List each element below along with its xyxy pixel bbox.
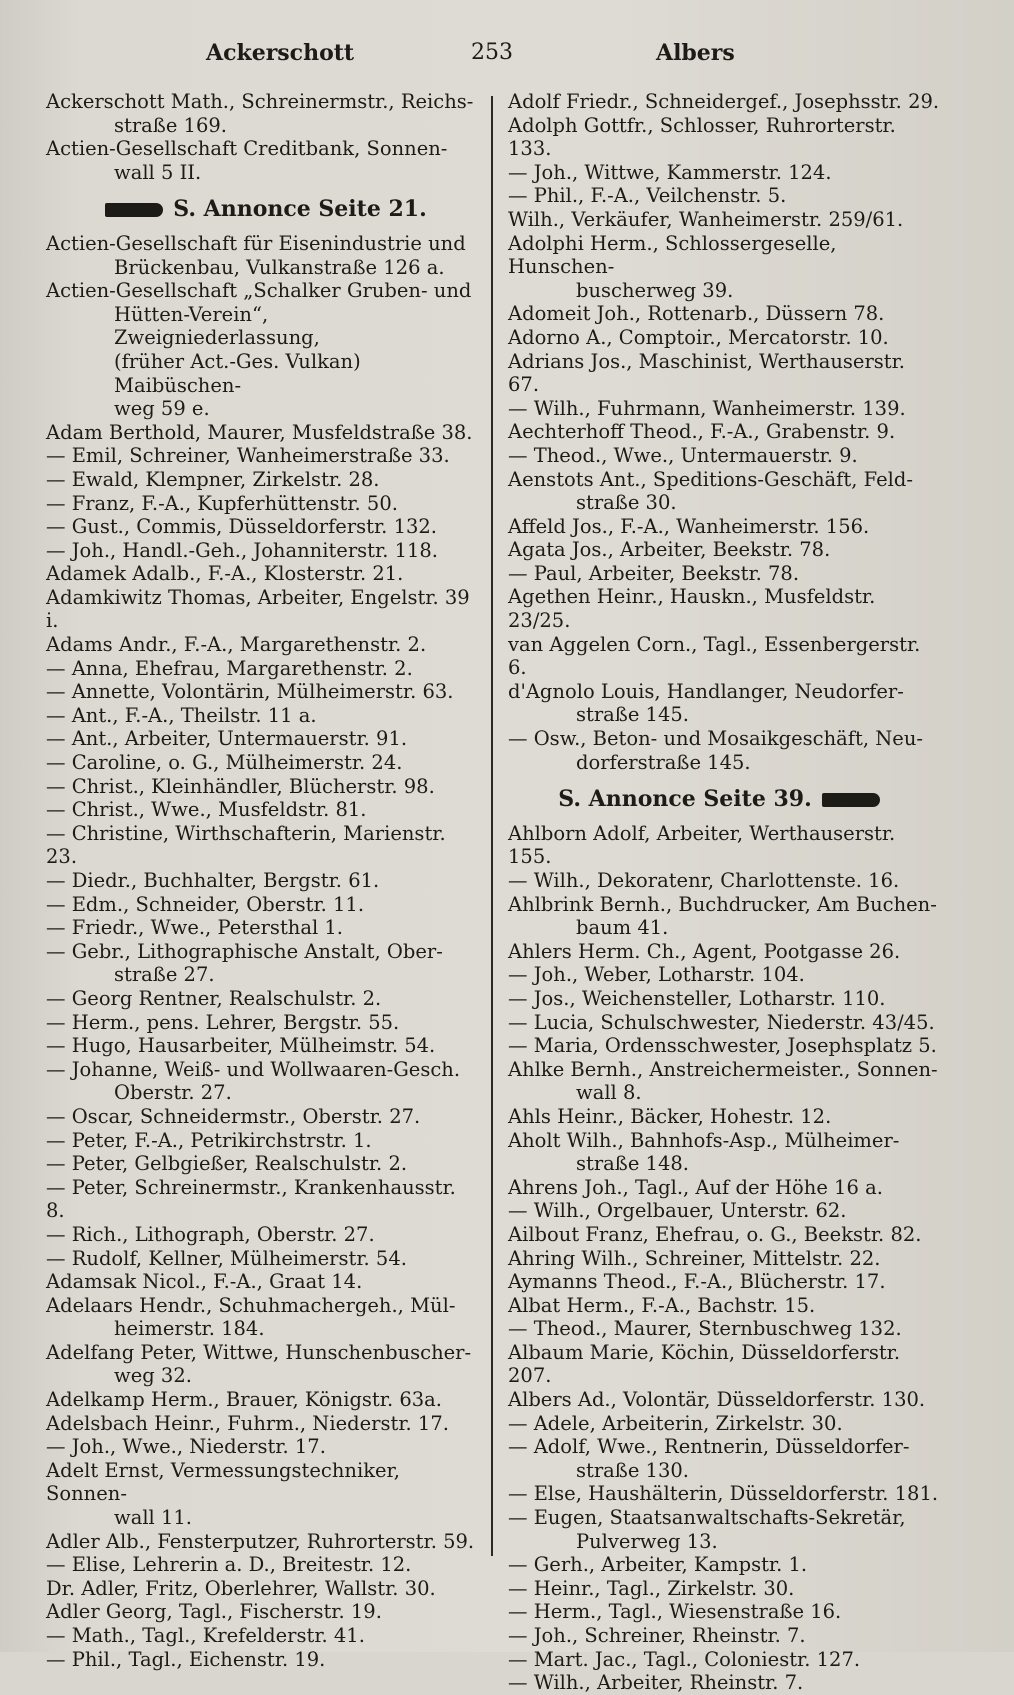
directory-entry — [46, 1648, 476, 1672]
entry-text: — Joh., Handl.-Geh., Johanniterstr. 118. — [46, 538, 439, 562]
entry-text: Aholt Wilh., Bahnhofs-Asp., Mülheimer- — [508, 1128, 900, 1152]
directory-entry — [46, 751, 476, 775]
entry-text: Albat Herm., F.-A., Bachstr. 15. — [508, 1293, 816, 1317]
entry-text: — Gust., Commis, Düsseldorferstr. 132. — [46, 515, 437, 539]
directory-entry — [46, 1553, 476, 1577]
entry-continuation: straße 130. — [576, 1458, 689, 1482]
directory-entry — [508, 893, 940, 940]
annonce-notice — [46, 184, 476, 232]
entry-text: — Mart. Jac., Tagl., Coloniestr. 127. — [508, 1647, 861, 1671]
entry-text: — Oscar, Schneidermstr., Oberstr. 27. — [46, 1104, 421, 1128]
entry-text: Ahlborn Adolf, Arbeiter, Werthauserstr. 155. — [508, 821, 896, 869]
directory-entry — [46, 1011, 476, 1035]
directory-entry — [508, 1034, 940, 1058]
directory-entry — [46, 232, 476, 279]
entry-text: — Christ., Kleinhändler, Blücherstr. 98. — [46, 774, 435, 798]
entry-text: — Wilh., Arbeiter, Rheinstr. 7. — [508, 1671, 804, 1695]
entry-continuation: (früher Act.-Ges. Vulkan) Maibüschen- — [114, 349, 361, 397]
directory-entry — [46, 1294, 476, 1341]
entry-text: — Elise, Lehrerin a. D., Breitestr. 12. — [46, 1553, 412, 1577]
entry-text: — Wilh., Fuhrmann, Wanheimerstr. 139. — [508, 396, 906, 420]
directory-entry — [46, 704, 476, 728]
entry-text: Adelfang Peter, Wittwe, Hunschenbuscher- — [46, 1340, 472, 1364]
directory-entry — [508, 420, 940, 444]
directory-entry — [508, 1624, 940, 1648]
entry-text: — Paul, Arbeiter, Beekstr. 78. — [508, 561, 800, 585]
directory-entry — [46, 1530, 476, 1554]
entry-text: — Theod., Maurer, Sternbuschweg 132. — [508, 1317, 902, 1341]
entry-text: Ahls Heinr., Bäcker, Hohestr. 12. — [508, 1104, 832, 1128]
directory-entry — [46, 515, 476, 539]
annonce-text: S. Annonce Seite 21. — [173, 196, 427, 223]
entry-text: — Adolf, Wwe., Rentnerin, Düsseldorfer- — [508, 1435, 910, 1459]
entry-text: — Joh., Wwe., Niederstr. 17. — [46, 1435, 326, 1459]
directory-entry — [46, 1600, 476, 1624]
entry-continuation: dorferstraße 145. — [576, 750, 751, 774]
entry-continuation: wall 5 II. — [114, 160, 202, 184]
directory-entry — [508, 963, 940, 987]
directory-entry — [46, 822, 476, 869]
entry-text: van Aggelen Corn., Tagl., Essenbergerstr. 6. — [508, 632, 921, 680]
directory-entry — [46, 1388, 476, 1412]
entry-text: Adams Andr., F.-A., Margarethenstr. 2. — [46, 633, 427, 657]
entry-continuation: Hütten-Verein“, Zweigniederlassung, — [114, 302, 320, 350]
entry-text: — Wilh., Dekoratenr, Charlottenste. 16. — [508, 869, 900, 892]
directory-entry — [46, 1459, 476, 1530]
directory-entry — [508, 680, 940, 727]
entry-text: — Joh., Schreiner, Rheinstr. 7. — [508, 1624, 806, 1647]
directory-entry — [508, 1247, 940, 1271]
directory-entry — [508, 1058, 940, 1105]
entry-text: Adamsak Nicol., F.-A., Graat 14. — [46, 1270, 363, 1294]
entry-text: — Annette, Volontärin, Mülheimerstr. 63. — [46, 680, 454, 704]
directory-entry — [508, 1294, 940, 1318]
entry-text: Adelt Ernst, Vermessungstechniker, Sonnen- — [46, 1458, 400, 1506]
directory-entry — [46, 1247, 476, 1271]
entry-text: — Phil., Tagl., Eichenstr. 19. — [46, 1647, 326, 1671]
directory-entry — [508, 633, 940, 680]
directory-entry — [46, 916, 476, 940]
left-column — [46, 90, 476, 1671]
directory-entry — [46, 633, 476, 657]
directory-entry — [508, 1011, 940, 1035]
entry-continuation: wall 11. — [114, 1506, 192, 1530]
entry-text: — Friedr., Wwe., Petersthal 1. — [46, 916, 344, 940]
directory-entry — [508, 1553, 940, 1577]
directory-entry — [46, 987, 476, 1011]
directory-entry — [46, 1152, 476, 1176]
directory-entry — [508, 1388, 940, 1412]
entry-text: Ahring Wilh., Schreiner, Mittelstr. 22. — [508, 1246, 881, 1270]
entry-text: — Rudolf, Kellner, Mülheimerstr. 54. — [46, 1246, 407, 1270]
entry-text: — Peter, Gelbgießer, Realschulstr. 2. — [46, 1152, 408, 1176]
directory-entry — [508, 1317, 940, 1341]
entry-text: — Ant., Arbeiter, Untermauerstr. 91. — [46, 727, 408, 751]
entry-text: Ahlke Bernh., Anstreichermeister., Sonnen- — [508, 1057, 938, 1081]
directory-entry — [46, 680, 476, 704]
entry-text: — Else, Haushälterin, Düsseldorferstr. 181. — [508, 1482, 939, 1506]
entry-text: Adler Georg, Tagl., Fischerstr. 19. — [46, 1600, 382, 1624]
entry-text: — Diedr., Buchhalter, Bergstr. 61. — [46, 869, 380, 892]
directory-entry — [508, 1105, 940, 1129]
header-right-keyword: Albers — [656, 40, 735, 66]
directory-entry — [508, 350, 940, 397]
entry-text: Adomeit Joh., Rottenarb., Düssern 78. — [508, 302, 885, 326]
entry-text: Adelkamp Herm., Brauer, Königstr. 63a. — [46, 1388, 442, 1412]
entry-text: — Georg Rentner, Realschulstr. 2. — [46, 986, 382, 1010]
directory-entry — [46, 1577, 476, 1601]
entry-text: Actien-Gesellschaft Creditbank, Sonnen- — [46, 137, 448, 161]
entry-text: — Caroline, o. G., Mülheimerstr. 24. — [46, 751, 403, 775]
entry-text: — Gebr., Lithographische Anstalt, Ober- — [46, 939, 443, 963]
entry-text: d'Agnolo Louis, Handlanger, Neudorfer- — [508, 679, 904, 703]
entry-continuation: wall 8. — [576, 1081, 642, 1105]
directory-entry — [508, 444, 940, 468]
entry-text: — Ant., F.-A., Theilstr. 11 a. — [46, 703, 317, 727]
entry-continuation: weg 59 e. — [114, 397, 210, 421]
directory-entry — [508, 184, 940, 208]
entry-text: Ahlbrink Bernh., Buchdrucker, Am Buchen- — [508, 892, 937, 916]
directory-entry — [508, 822, 940, 869]
entry-text: Agata Jos., Arbeiter, Beekstr. 78. — [508, 538, 831, 562]
page-header — [46, 40, 946, 76]
directory-entry — [508, 1270, 940, 1294]
entry-text: Adorno A., Comptoir., Mercatorstr. 10. — [508, 325, 889, 349]
entry-text: — Edm., Schneider, Oberstr. 11. — [46, 892, 365, 916]
entry-continuation: weg 32. — [114, 1364, 192, 1388]
entry-text: — Rich., Lithograph, Oberstr. 27. — [46, 1222, 375, 1246]
right-column — [508, 90, 940, 1695]
directory-entry — [508, 232, 940, 303]
entry-continuation: heimerstr. 184. — [114, 1317, 265, 1341]
entry-text: Adelsbach Heinr., Fuhrm., Niederstr. 17. — [46, 1411, 449, 1435]
directory-entry — [46, 468, 476, 492]
entry-text: — Eugen, Staatsanwaltschafts-Sekretär, — [508, 1506, 906, 1530]
entry-text: Wilh., Verkäufer, Wanheimerstr. 259/61. — [508, 207, 904, 231]
directory-entry — [508, 727, 940, 774]
directory-entry — [46, 444, 476, 468]
directory-entry — [508, 515, 940, 539]
entry-text: Adolphi Herm., Schlossergeselle, Hunschen- — [508, 231, 837, 279]
directory-entry — [46, 586, 476, 633]
entry-text: Aenstots Ant., Speditions-Geschäft, Feld- — [508, 467, 913, 491]
directory-entry — [46, 798, 476, 822]
directory-entry — [46, 869, 476, 893]
directory-entry — [46, 562, 476, 586]
entry-text: Actien-Gesellschaft für Eisenindustrie und — [46, 231, 466, 255]
directory-entry — [46, 350, 476, 397]
directory-entry — [508, 90, 940, 114]
entry-text: — Jos., Weichensteller, Lotharstr. 110. — [508, 986, 886, 1010]
entry-text: Albers Ad., Volontär, Düsseldorferstr. 130. — [508, 1388, 926, 1412]
entry-text: — Gerh., Arbeiter, Kampstr. 1. — [508, 1553, 808, 1577]
page-number: 253 — [471, 40, 513, 65]
annonce-notice — [508, 774, 940, 822]
entry-text: — Johanne, Weiß- und Wollwaaren-Gesch. — [46, 1057, 461, 1081]
directory-entry — [46, 279, 476, 350]
directory-entry — [46, 1435, 476, 1459]
entry-continuation: Brückenbau, Vulkanstraße 126 a. — [114, 255, 445, 279]
directory-entry — [46, 539, 476, 563]
directory-entry — [46, 1270, 476, 1294]
directory-entry — [46, 137, 476, 184]
entry-continuation: straße 148. — [576, 1152, 689, 1176]
directory-entry — [508, 114, 940, 161]
directory-entry — [46, 893, 476, 917]
pointing-hand-icon — [105, 203, 163, 217]
directory-entry — [508, 1199, 940, 1223]
entry-text: — Hugo, Hausarbeiter, Mülheimstr. 54. — [46, 1034, 436, 1058]
entry-text: Adamkiwitz Thomas, Arbeiter, Engelstr. 39 i. — [46, 585, 470, 633]
entry-text: — Math., Tagl., Krefelderstr. 41. — [46, 1624, 365, 1647]
directory-entry — [508, 1412, 940, 1436]
directory-entry — [508, 940, 940, 964]
entry-continuation: straße 30. — [576, 491, 677, 515]
directory-entry — [46, 90, 476, 137]
directory-entry — [46, 421, 476, 445]
entry-text: — Lucia, Schulschwester, Niederstr. 43/45. — [508, 1010, 935, 1034]
entry-text: — Wilh., Orgelbauer, Unterstr. 62. — [508, 1199, 847, 1223]
entry-text: Albaum Marie, Köchin, Düsseldorferstr. 207. — [508, 1340, 901, 1388]
directory-entry — [508, 1671, 940, 1695]
entry-text: Affeld Jos., F.-A., Wanheimerstr. 156. — [508, 514, 870, 538]
entry-text: Adolf Friedr., Schneidergef., Josephsstr. 29. — [508, 90, 940, 113]
directory-entry — [508, 1648, 940, 1672]
entry-text: Ahlers Herm. Ch., Agent, Pootgasse 26. — [508, 939, 901, 963]
entry-text: — Phil., F.-A., Veilchenstr. 5. — [508, 184, 787, 208]
entry-text: — Herm., Tagl., Wiesenstraße 16. — [508, 1600, 842, 1624]
directory-entry — [46, 1176, 476, 1223]
directory-entry — [508, 1482, 940, 1506]
directory-entry — [508, 585, 940, 632]
entry-text: — Peter, F.-A., Petrikirchstrstr. 1. — [46, 1128, 372, 1152]
entry-text: — Osw., Beton- und Mosaikgeschäft, Neu- — [508, 727, 923, 751]
entry-text: — Theod., Wwe., Untermauerstr. 9. — [508, 443, 858, 467]
directory-entry — [508, 1435, 940, 1482]
directory-entry — [508, 161, 940, 185]
directory-entry — [46, 1105, 476, 1129]
directory-entry — [508, 562, 940, 586]
directory-entry — [46, 1223, 476, 1247]
entry-continuation: Pulverweg 13. — [576, 1529, 718, 1553]
directory-entry — [46, 1129, 476, 1153]
entry-text: Actien-Gesellschaft „Schalker Gruben- und — [46, 279, 472, 303]
directory-entry — [46, 1034, 476, 1058]
entry-continuation: buscherweg 39. — [576, 278, 734, 302]
directory-entry — [508, 1223, 940, 1247]
entry-text: — Anna, Ehefrau, Margarethenstr. 2. — [46, 656, 413, 680]
directory-entry — [508, 538, 940, 562]
entry-text: — Herm., pens. Lehrer, Bergstr. 55. — [46, 1010, 400, 1034]
entry-text: Aechterhoff Theod., F.-A., Grabenstr. 9. — [508, 420, 896, 444]
pointing-hand-icon — [822, 793, 880, 807]
entry-text: Adamek Adalb., F.-A., Klosterstr. 21. — [46, 562, 404, 586]
entry-text: Ahrens Joh., Tagl., Auf der Höhe 16 a. — [508, 1175, 883, 1199]
entry-text: Ailbout Franz, Ehefrau, o. G., Beekstr. 82. — [508, 1222, 922, 1246]
entry-text: Agethen Heinr., Hauskn., Musfeldstr. 23/25. — [508, 585, 876, 633]
entry-text: — Adele, Arbeiterin, Zirkelstr. 30. — [508, 1411, 843, 1435]
directory-entry — [46, 940, 476, 987]
entry-text: — Peter, Schreinermstr., Krankenhausstr. 8. — [46, 1175, 456, 1223]
directory-entry — [508, 987, 940, 1011]
directory-entry — [508, 302, 940, 326]
entry-text: — Christ., Wwe., Musfeldstr. 81. — [46, 798, 367, 822]
entry-continuation: straße 145. — [576, 703, 689, 727]
directory-entry — [508, 208, 940, 232]
entry-text: — Heinr., Tagl., Zirkelstr. 30. — [508, 1576, 795, 1600]
directory-entry — [46, 1058, 476, 1105]
entry-text: — Maria, Ordensschwester, Josephsplatz 5. — [508, 1034, 937, 1058]
directory-entry — [508, 326, 940, 350]
directory-entry — [508, 869, 940, 893]
entry-text: Adler Alb., Fensterputzer, Ruhrorterstr. 59. — [46, 1529, 475, 1553]
entry-text: — Franz, F.-A., Kupferhüttenstr. 50. — [46, 491, 398, 515]
directory-entry — [508, 468, 940, 515]
entry-text: Aymanns Theod., F.-A., Blücherstr. 17. — [508, 1270, 886, 1294]
directory-entry — [508, 1129, 940, 1176]
entry-text: — Christine, Wirthschafterin, Marienstr. 23. — [46, 821, 446, 869]
entry-text: Adam Berthold, Maurer, Musfeldstraße 38. — [46, 420, 473, 444]
directory-entry — [46, 1624, 476, 1648]
directory-entry — [46, 727, 476, 751]
entry-text: Adelaars Hendr., Schuhmachergeh., Mül- — [46, 1293, 456, 1317]
entry-text: Dr. Adler, Fritz, Oberlehrer, Wallstr. 30. — [46, 1576, 436, 1600]
entry-text: Adrians Jos., Maschinist, Werthauserstr. 67. — [508, 349, 906, 397]
directory-entry — [46, 397, 476, 421]
entry-text: Ackerschott Math., Schreinermstr., Reichs- — [46, 90, 474, 113]
column-divider — [491, 96, 493, 1556]
directory-entry — [46, 1341, 476, 1388]
directory-entry — [508, 1577, 940, 1601]
directory-entry — [508, 1176, 940, 1200]
directory-entry — [508, 397, 940, 421]
directory-entry — [46, 1412, 476, 1436]
header-left-keyword: Ackerschott — [206, 40, 355, 66]
annonce-text: S. Annonce Seite 39. — [558, 786, 812, 813]
entry-continuation: baum 41. — [576, 916, 669, 940]
entry-continuation: Oberstr. 27. — [114, 1081, 232, 1105]
entry-text: — Ewald, Klempner, Zirkelstr. 28. — [46, 467, 380, 491]
entry-text: — Joh., Weber, Lotharstr. 104. — [508, 963, 805, 987]
directory-entry — [508, 1506, 940, 1553]
directory-entry — [46, 657, 476, 681]
directory-entry — [46, 775, 476, 799]
directory-entry — [508, 1600, 940, 1624]
directory-entry — [46, 492, 476, 516]
directory-entry — [508, 1341, 940, 1388]
entry-text: — Emil, Schreiner, Wanheimerstraße 33. — [46, 444, 450, 468]
entry-continuation: straße 27. — [114, 963, 215, 987]
entry-continuation: straße 169. — [114, 113, 227, 137]
entry-text: — Joh., Wittwe, Kammerstr. 124. — [508, 160, 832, 184]
entry-text: Adolph Gottfr., Schlosser, Ruhrorterstr. 133. — [508, 113, 896, 161]
